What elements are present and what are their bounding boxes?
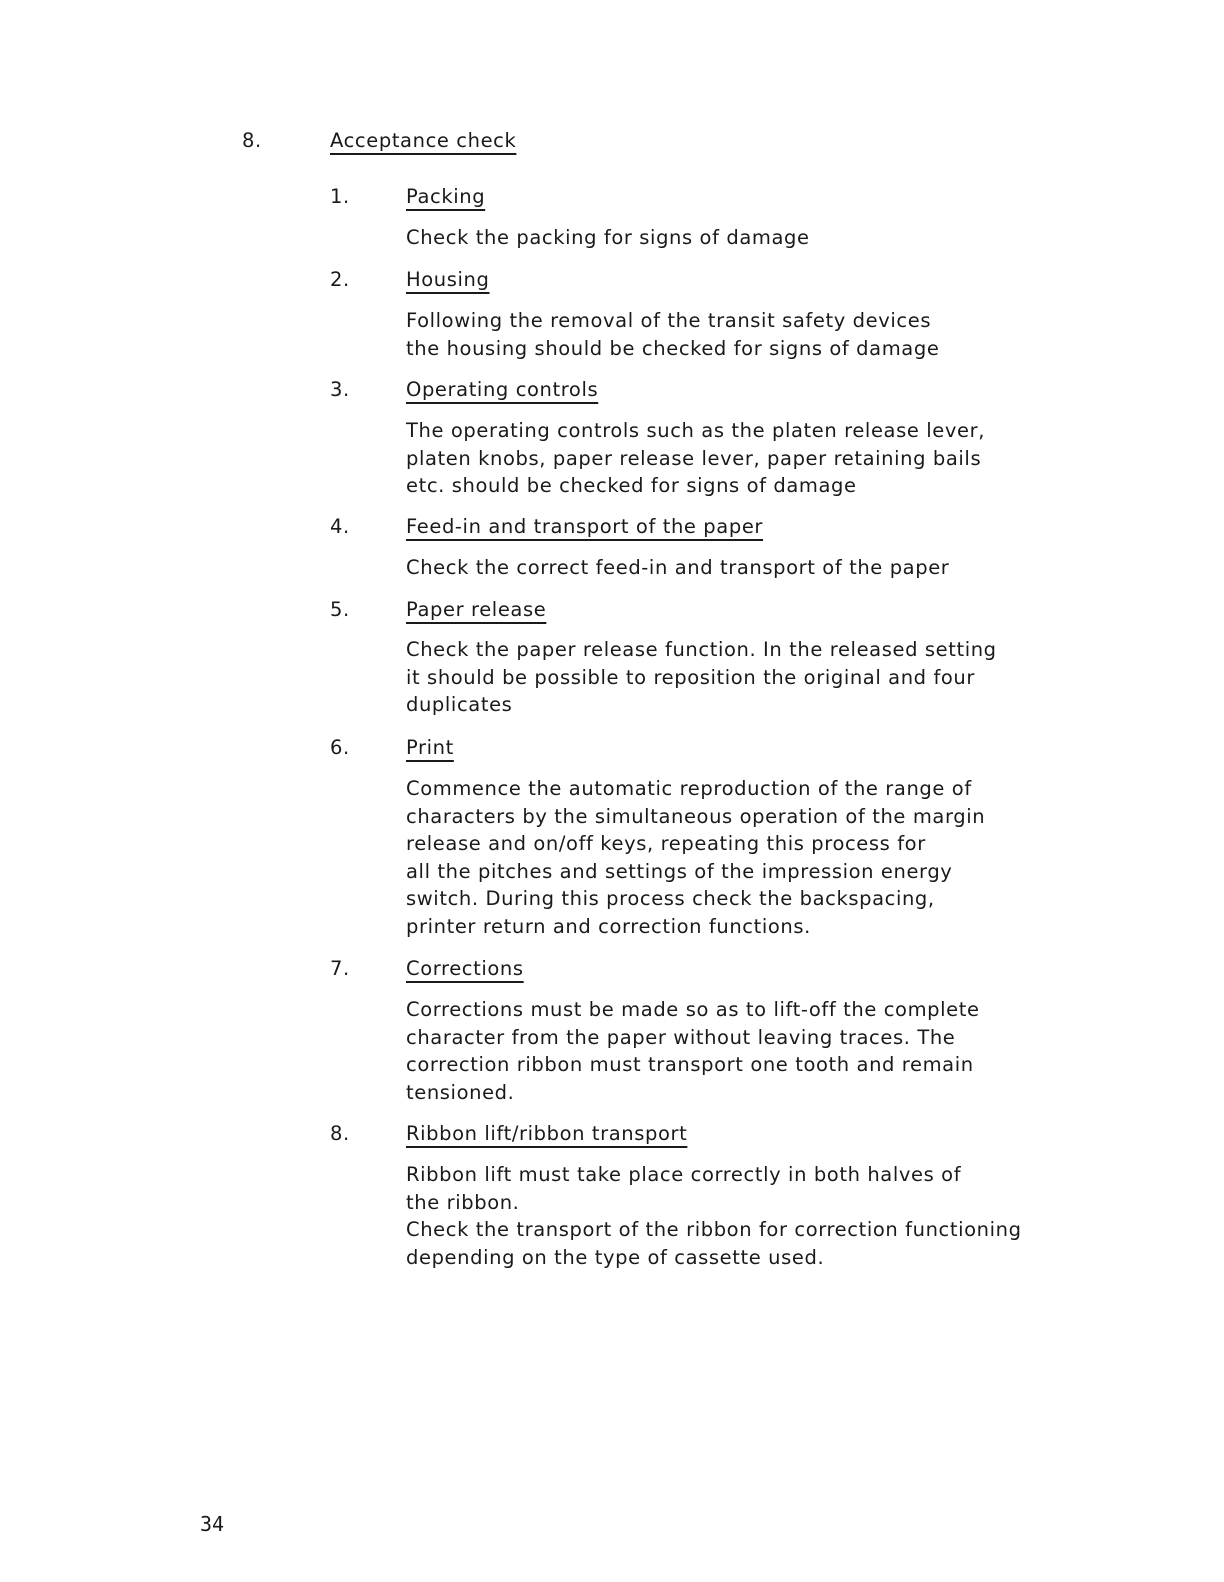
item-heading-print: Print [406,736,454,759]
item-number: 5. [330,598,350,621]
page-number: 34 [200,1512,225,1536]
item-body-corrections: Corrections must be made so as to lift-off the complete character from the paper without leaving traces. The correction ribbon must transport one tooth and remain tensioned. [406,998,980,1104]
item-heading-paper-release: Paper release [406,598,547,621]
item-heading-packing: Packing [406,185,486,208]
item-body-packing: Check the packing for signs of damage [406,226,810,249]
item-number: 6. [330,736,350,759]
item-body-ribbon: Ribbon lift must take place correctly in both halves of the ribbon. Check the transport of the ribbon for correction functioning depending on the type of cassette used. [406,1163,1022,1269]
item-heading-feed-in: Feed-in and transport of the paper [406,515,764,538]
item-body-print: Commence the automatic reproduction of the range of characters by the simultaneous operation of the margin release and on/off keys, repeating this process for all the pitches and settings of the impression energy switch. During this process check the backspacing, printer return and correction functions. [406,777,986,938]
item-body-housing: Following the removal of the transit safety devices the housing should be checked for signs of damage [406,309,940,360]
item-body-feed-in: Check the correct feed-in and transport of the paper [406,556,950,579]
item-heading-housing: Housing [406,268,490,291]
item-number: 3. [330,378,350,401]
section-title: Acceptance check [330,129,517,152]
item-number: 1. [330,185,350,208]
item-number: 7. [330,957,350,980]
item-number: 2. [330,268,350,291]
item-body-paper-release: Check the paper release function. In the released setting it should be possible to reposition the original and four duplicates [406,638,997,716]
item-number: 4. [330,515,350,538]
section-number: 8. [242,129,262,152]
item-body-operating-controls: The operating controls such as the platen release lever, platen knobs, paper release lever, paper retaining bails etc. should be checked for signs of damage [406,419,986,497]
item-heading-corrections: Corrections [406,957,524,980]
item-heading-operating-controls: Operating controls [406,378,599,401]
item-heading-ribbon: Ribbon lift/ribbon transport [406,1122,688,1145]
item-number: 8. [330,1122,350,1145]
